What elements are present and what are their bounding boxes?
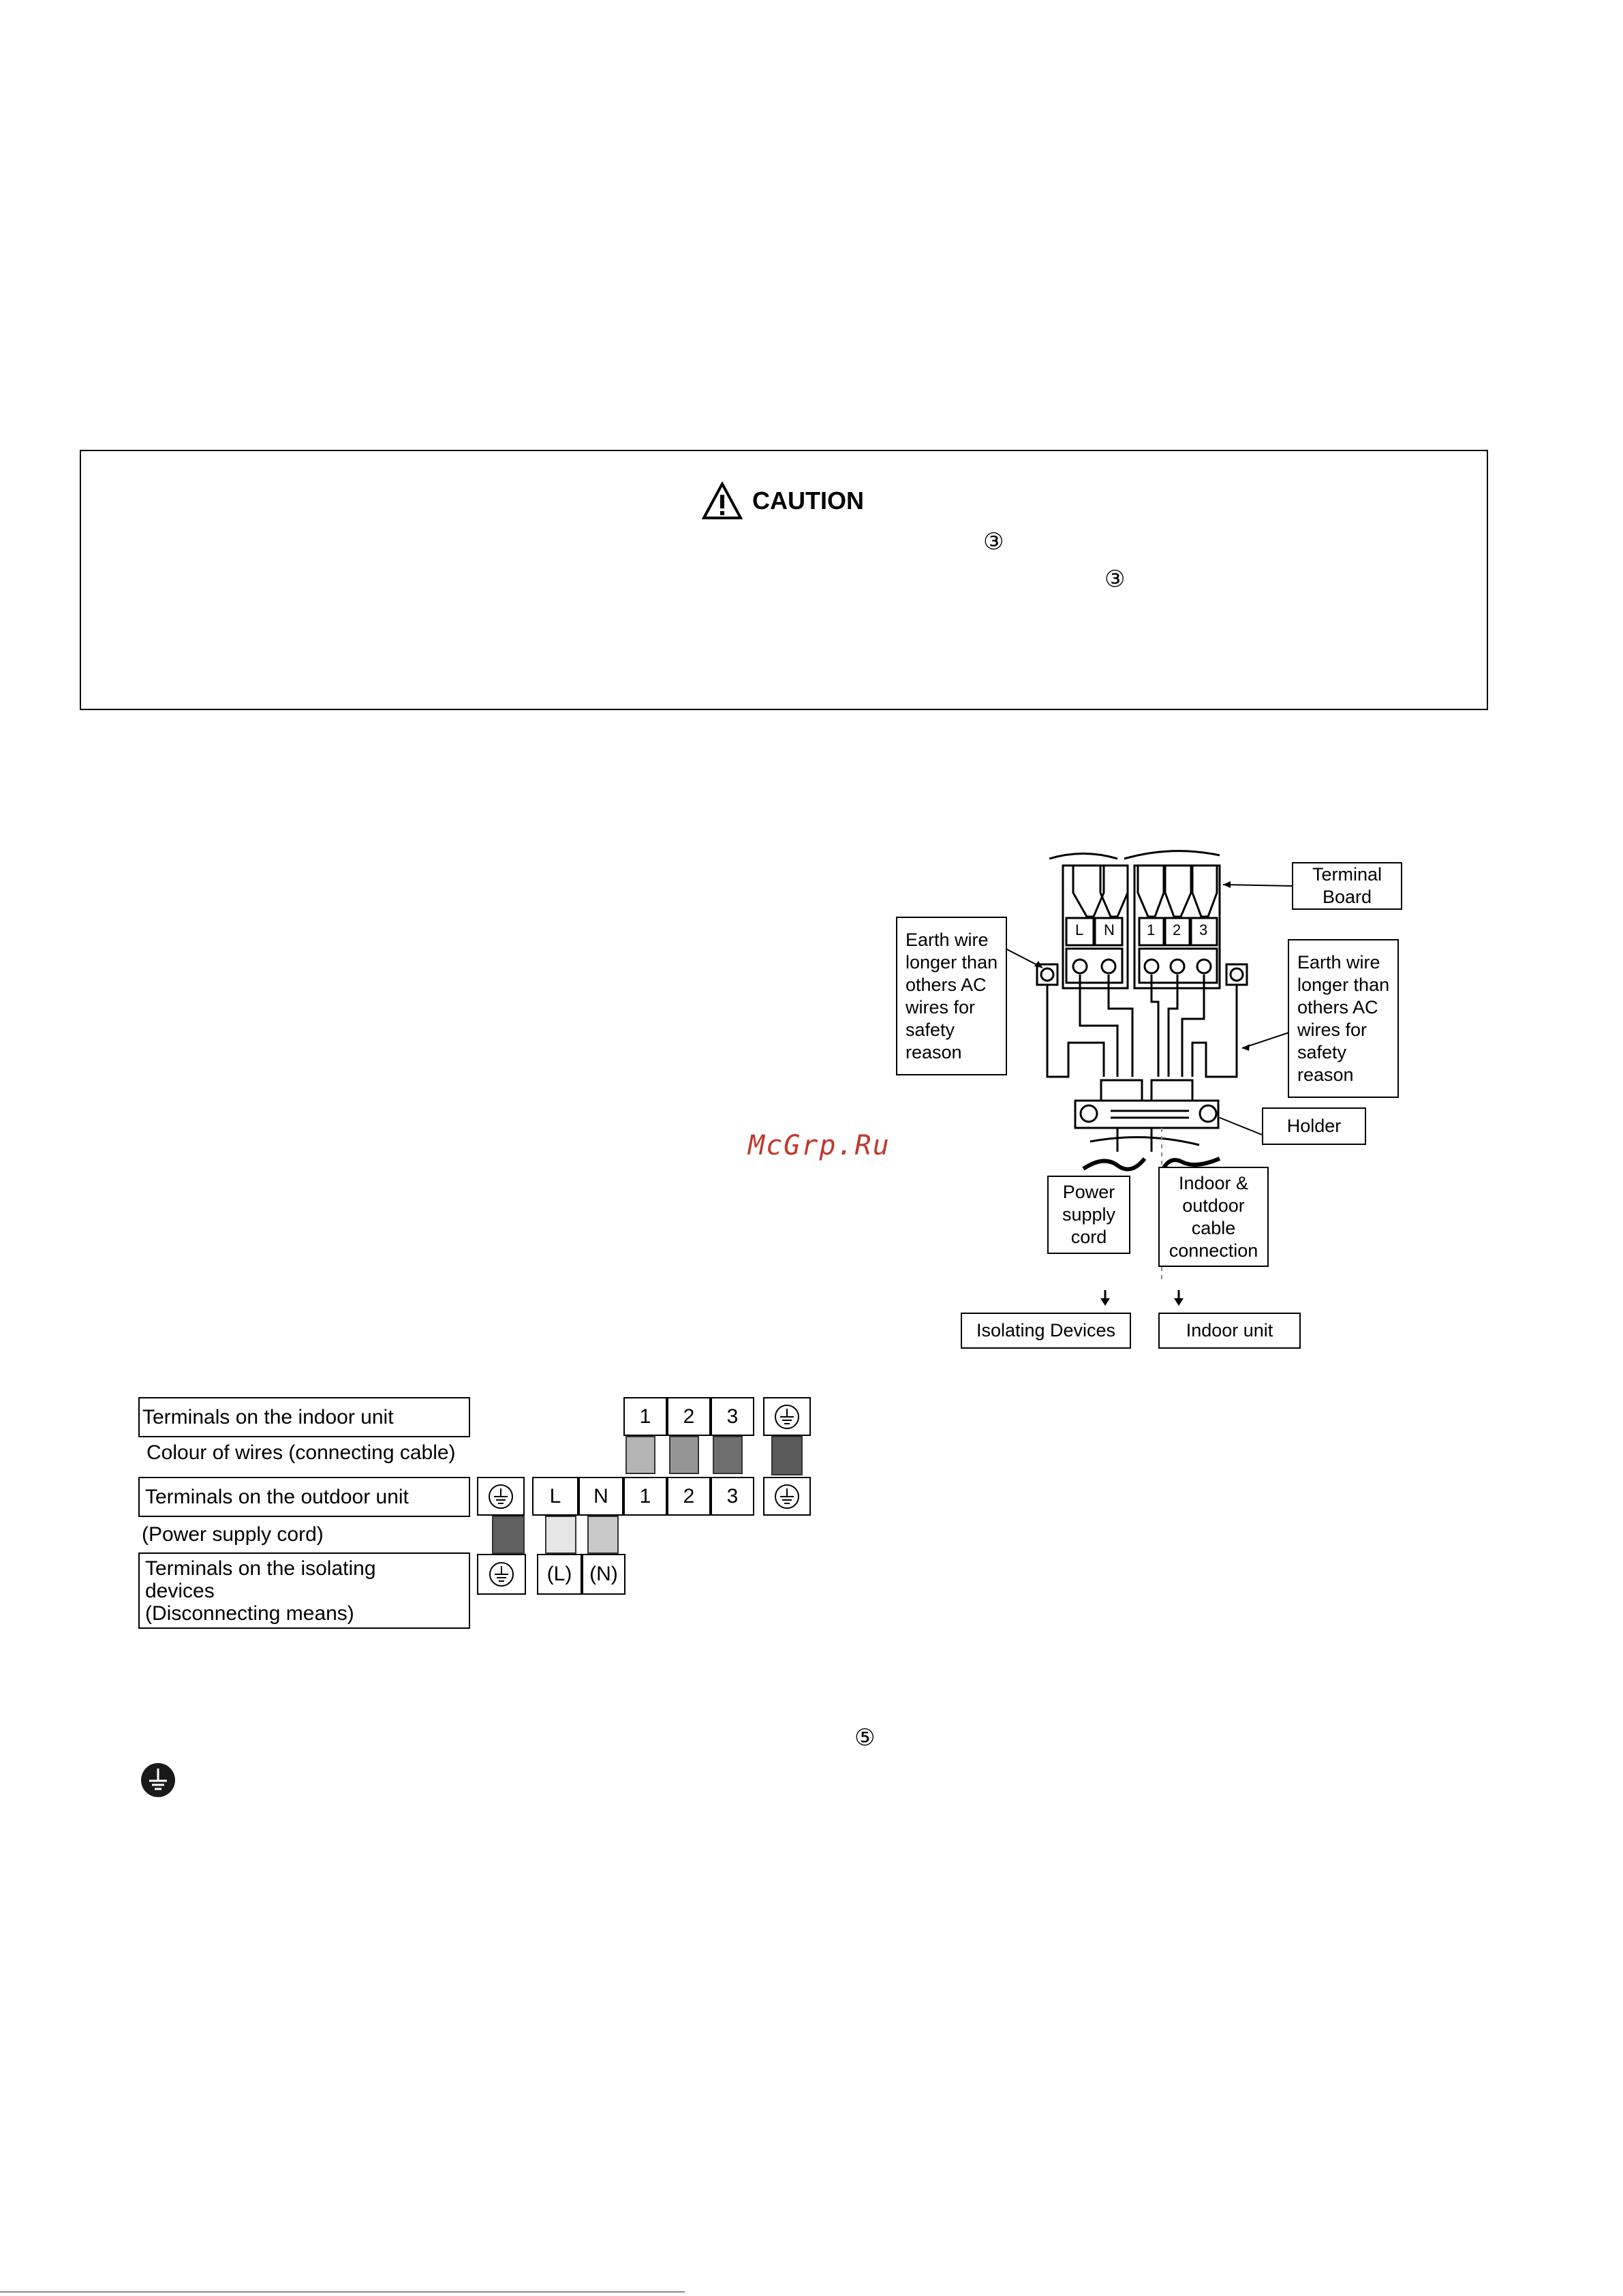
label-line: Holder <box>1286 1116 1342 1136</box>
outdoor-terminal-L: L <box>532 1477 578 1516</box>
indoor-outdoor-cable-label <box>1158 1167 1269 1267</box>
label-line: connection <box>1169 1240 1258 1261</box>
indoor-terminal-2: 2 <box>667 1397 711 1436</box>
label-line: (Disconnecting means) <box>145 1602 354 1625</box>
outdoor-terminal-2: 2 <box>667 1477 711 1516</box>
label-line: Power <box>1062 1182 1115 1202</box>
label-line: reason <box>1297 1064 1354 1085</box>
power-wire-L <box>545 1516 576 1554</box>
terminal-L-label: L <box>1075 921 1084 938</box>
earth-wire-note-left <box>896 917 1007 1075</box>
outdoor-terminal-1: 1 <box>623 1477 667 1516</box>
label-line: Earth wire <box>906 929 989 950</box>
label-line: longer than <box>1297 974 1390 995</box>
power-supply-cord-label <box>1047 1176 1130 1254</box>
outdoor-terminal-3: 3 <box>711 1477 754 1516</box>
caution-ref-number: ③ <box>1104 566 1126 592</box>
wire-colour-2 <box>669 1436 699 1474</box>
connection-table <box>136 1394 818 1639</box>
label-line: Board <box>1322 887 1372 907</box>
terminal-1-label: 1 <box>1147 921 1156 938</box>
row-label-power: (Power supply cord) <box>142 1523 324 1546</box>
label-line: safety <box>1297 1041 1347 1062</box>
row-label-colour: Colour of wires (connecting cable) <box>146 1441 456 1464</box>
label-line: Indoor & <box>1178 1172 1249 1193</box>
footer-ref-number: ⑤ <box>854 1725 876 1751</box>
label-line: safety <box>906 1019 955 1040</box>
caution-title: CAUTION <box>752 487 864 515</box>
label-line: wires for <box>906 996 976 1017</box>
caution-heading <box>702 480 864 521</box>
indoor-terminal-1: 1 <box>623 1397 667 1436</box>
isolating-terminal-L: (L) <box>537 1554 582 1595</box>
watermark: McGrp.Ru <box>748 1130 891 1161</box>
indoor-unit-label <box>1158 1313 1301 1349</box>
warning-triangle-icon <box>702 482 743 520</box>
label-line: Terminal <box>1312 864 1382 885</box>
row-label-indoor: Terminals on the indoor unit <box>138 1397 470 1437</box>
outdoor-earth-terminal-right <box>763 1477 811 1516</box>
label-line: reason <box>906 1041 962 1062</box>
earth-wire-note-right <box>1288 939 1399 1098</box>
earth-icon <box>488 1561 515 1588</box>
earth-icon <box>773 1483 801 1510</box>
caution-ref-number: ③ <box>983 529 1004 555</box>
label-line: Isolating Devices <box>976 1320 1116 1341</box>
wire-colour-3 <box>713 1436 743 1474</box>
terminal-board-label <box>1292 862 1402 910</box>
holder-label <box>1262 1107 1366 1145</box>
label-line: cord <box>1070 1227 1107 1247</box>
wire-colour-earth <box>771 1436 803 1475</box>
label-line: supply <box>1062 1204 1116 1225</box>
page-bottom-rule <box>0 2291 685 2293</box>
earth-icon <box>773 1403 801 1430</box>
indoor-earth-terminal <box>763 1397 811 1436</box>
isolating-devices-label <box>961 1313 1131 1349</box>
row-label-outdoor: Terminals on the outdoor unit <box>138 1477 470 1517</box>
label-line: Terminals on the isolating <box>145 1557 376 1580</box>
isolating-terminal-N: (N) <box>582 1554 625 1595</box>
label-line: others AC <box>1297 996 1378 1017</box>
label-line: outdoor <box>1182 1195 1245 1216</box>
earth-icon <box>487 1483 514 1510</box>
wire-colour-1 <box>625 1436 655 1474</box>
label-line: Earth wire <box>1297 951 1380 973</box>
terminal-3-label: 3 <box>1199 921 1208 938</box>
terminal-2-label: 2 <box>1173 921 1181 938</box>
label-line: devices <box>145 1579 215 1602</box>
indoor-terminal-3: 3 <box>711 1397 754 1436</box>
row-label-isolating <box>138 1552 470 1629</box>
power-wire-earth <box>492 1516 525 1554</box>
isolating-earth-terminal <box>477 1554 526 1595</box>
label-line: longer than <box>906 951 998 973</box>
label-line: others AC <box>906 974 987 995</box>
wiring-diagram <box>886 845 1417 1363</box>
power-wire-N <box>587 1516 619 1554</box>
earth-symbol-icon <box>140 1762 176 1802</box>
label-line: Indoor unit <box>1186 1320 1273 1341</box>
label-line: wires for <box>1297 1019 1367 1040</box>
outdoor-terminal-N: N <box>578 1477 623 1516</box>
label-line: cable <box>1191 1217 1236 1238</box>
outdoor-earth-terminal <box>477 1477 525 1516</box>
terminal-N-label: N <box>1104 921 1115 938</box>
